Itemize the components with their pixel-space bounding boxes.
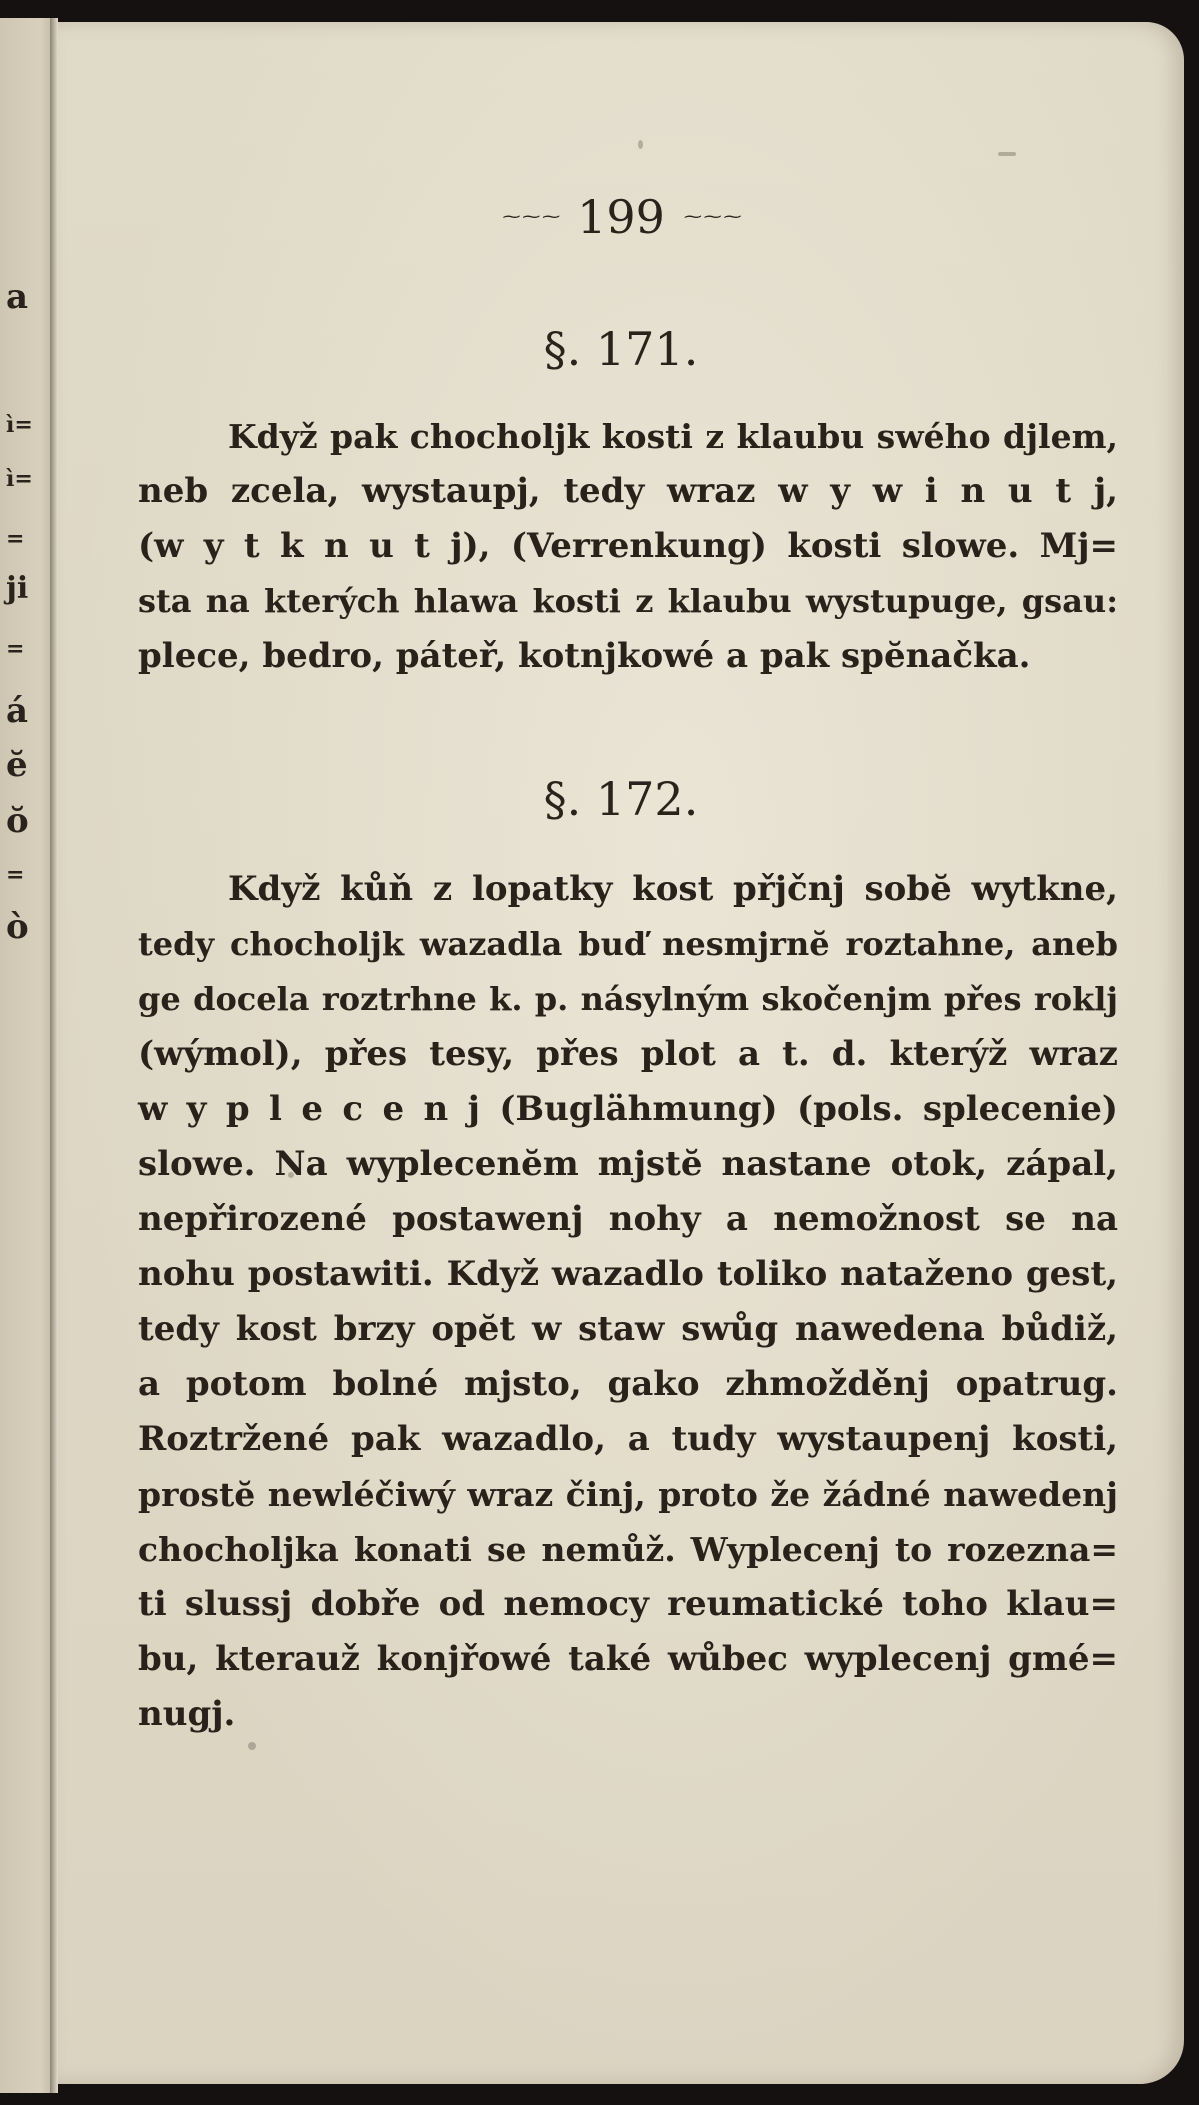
text-line: ge docela roztrhne k. p. násylným skočenjm přes roklj (138, 980, 1118, 1018)
running-header (58, 190, 1184, 244)
margin-fragment: ì= (6, 412, 33, 438)
text-line: a potom bolné mjsto, gako zhmožděnj opatrug. (138, 1364, 1118, 1404)
text-line: chocholjka konati se nemůž. Wyplecenj to rozezna= (138, 1530, 1118, 1569)
margin-fragment: á (6, 691, 29, 731)
text-line: sta na kterých hlawa kosti z klaubu wystupuge, gsau: (138, 582, 1118, 620)
paper-speck (248, 1742, 256, 1750)
book-page (58, 22, 1184, 2084)
margin-fragment: ì= (6, 466, 33, 492)
text-line: w y p l e c e n j (Buglähmung) (pols. splecenie) (138, 1089, 1118, 1129)
margin-fragment: a (6, 277, 29, 317)
text-line: Roztržené pak wazadlo, a tudy wystaupenj kosti, (138, 1419, 1118, 1459)
margin-fragment: ŏ (6, 801, 29, 841)
text-line: nohu postawiti. Když wazadlo toliko nataženo gest, (138, 1254, 1118, 1294)
header-ornament-right: ~~~ (682, 208, 742, 226)
text-line: Když pak chocholjk kosti z klaubu swého djlem, (228, 417, 1118, 456)
section-heading-172: §. 172. (543, 772, 699, 826)
text-line: (w y t k n u t j), (Verrenkung) kosti slowe. Mj= (138, 526, 1118, 566)
paragraph-172 (138, 862, 1118, 1742)
margin-fragment: ĕ (6, 745, 28, 785)
paper-speck (638, 140, 643, 149)
page-number: 199 (577, 190, 665, 244)
paragraph-171 (138, 409, 1118, 684)
text-line: nugj. (138, 1694, 236, 1734)
paper-speck (998, 152, 1016, 156)
margin-fragment: = (6, 636, 25, 662)
text-line: prostĕ newléčiwý wraz činj, proto že žádné nawedenj (138, 1475, 1118, 1514)
margin-fragment: = (6, 862, 25, 888)
text-line: tedy chocholjk wazadla buď nesmjrnĕ roztahne, aneb (138, 925, 1118, 963)
header-ornament-left: ~~~ (500, 208, 560, 226)
section-heading-171: §. 171. (543, 322, 699, 376)
text-line: tedy kost brzy opĕt w staw swůg nawedena bůdiž, (138, 1309, 1118, 1349)
margin-fragment: ji (6, 571, 29, 606)
text-line: nepřirozené postawenj nohy a nemožnost se na (138, 1199, 1118, 1239)
text-line: Když kůň z lopatky kost přjčnj sobĕ wytkne, (228, 869, 1118, 909)
text-line: slowe. Na wyplecenĕm mjstĕ nastane otok, zápal, (138, 1144, 1118, 1184)
text-line: bu, kterauž konjřowé také wůbec wyplecenj gmé= (138, 1639, 1118, 1679)
text-line: plece, bedro, páteř, kotnjkowé a pak spĕnačka. (138, 636, 1031, 676)
text-line: ti slussj dobře od nemocy reumatické toho klau= (138, 1584, 1118, 1624)
margin-fragment: = (6, 526, 25, 552)
text-line: (wýmol), přes tesy, přes plot a t. d. kterýž wraz (138, 1034, 1118, 1074)
text-line: neb zcela, wystaupj, tedy wraz w y w i n u t j, (138, 471, 1118, 511)
page-gutter (50, 18, 58, 2093)
margin-fragment: ò (6, 907, 29, 947)
